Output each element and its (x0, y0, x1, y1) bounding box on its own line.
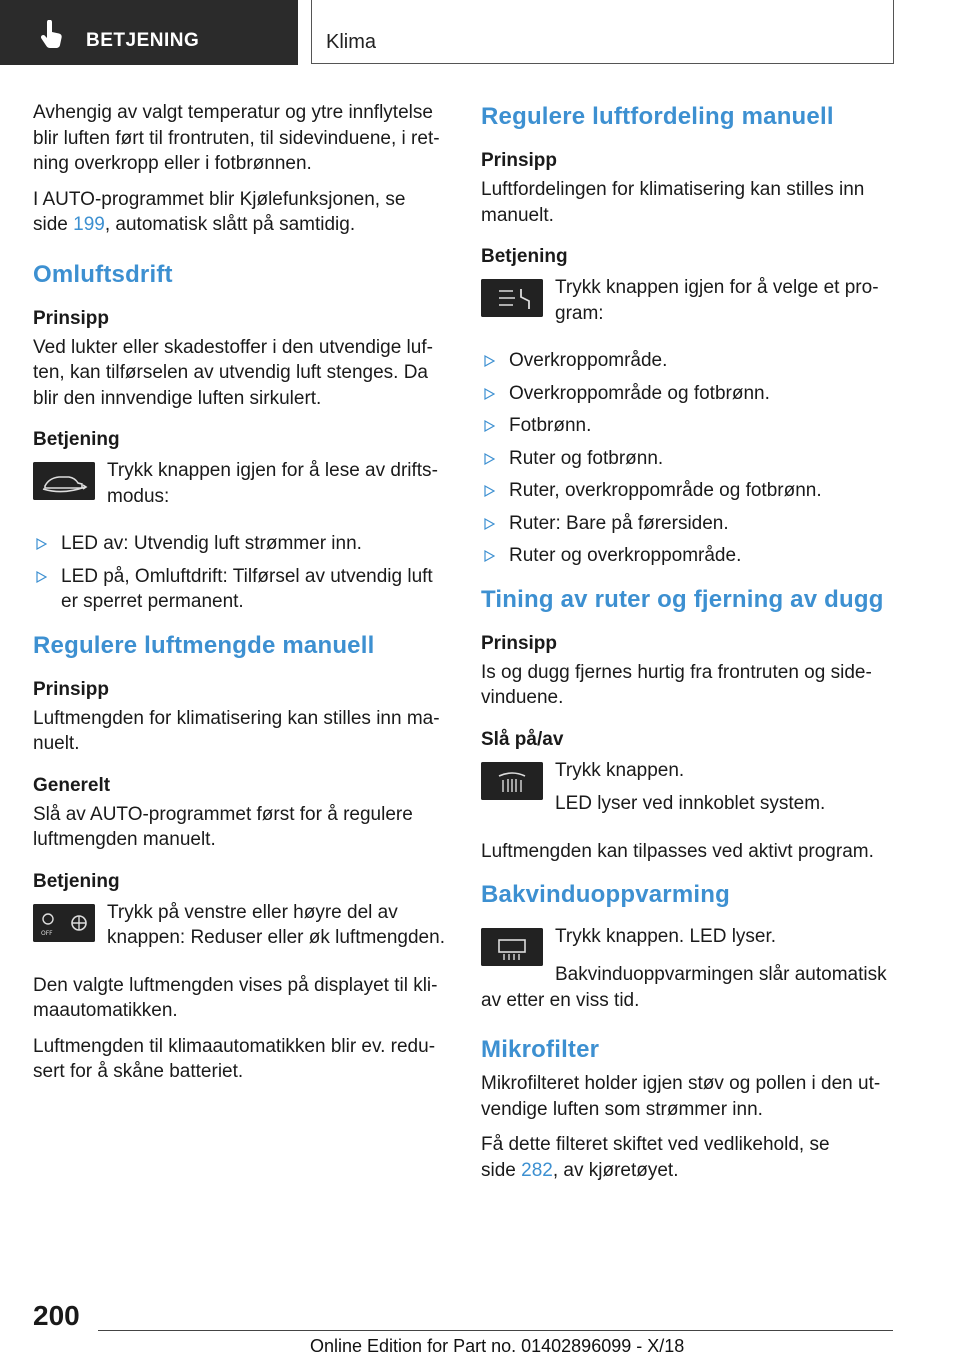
list-item-text: Ruter og overkroppområde. (509, 545, 742, 566)
page-link-199[interactable]: 199 (73, 214, 105, 235)
heading-mikrofilter: Mikrofilter (481, 1036, 600, 1063)
luftmengde-p2: Luftmengden til klimaautomatikken blir ev. redusert for å skåne batteriet. (33, 1035, 436, 1082)
subheading-betjening: Betjening (33, 870, 120, 892)
tining-b1: Trykk knappen. (555, 759, 685, 781)
intro-side: side (33, 214, 74, 235)
section-tab (0, 0, 298, 65)
luftmengde-generelt-text: Slå av AUTO-programmet først for å regulere luftmengden manuelt. (33, 803, 413, 850)
tining-prinsipp-text: Is og dugg fjernes hurtig fra frontruten og sidevinduene. (481, 661, 872, 708)
triangle-bullet-icon (35, 571, 47, 583)
subheading-prinsipp: Prinsipp (481, 632, 558, 654)
mikro-p1: Mikrofilteret holder igjen støv og pollen i den utvendige luften som strømmer inn. (481, 1073, 881, 1120)
intro-tail: , automatisk slått på samtidig. (104, 214, 356, 235)
list-item (481, 413, 901, 439)
list-item-text: LED av: Utvendig luft strømmer inn. (61, 533, 362, 554)
fordeling-button-row (481, 275, 901, 334)
section-label: BETJENING (86, 30, 200, 51)
list-item-text: Ruter og fotbrønn. (509, 447, 664, 469)
luftmengde-button-text: Trykk på venstre eller høyre del av knappen: Reduser eller øk luftmengden. (107, 901, 445, 948)
mikro-side: side (481, 1159, 522, 1181)
bakvindu-b2: Bakvinduoppvarmingen slår automatisk av etter en viss tid. (481, 964, 887, 1011)
list-item-text: Ruter, overkroppområde og fotbrønn. (509, 480, 822, 501)
edition-text: Online Edition for Part no. 01402896099 - X/18 (310, 1336, 685, 1356)
subheading-prinsipp: Prinsipp (33, 307, 110, 329)
bakvindu-button-row (481, 924, 901, 966)
list-item (481, 543, 901, 569)
subheading-slaa-paa-av: Slå på/av (481, 728, 564, 750)
omluft-list (33, 531, 453, 615)
list-item-text: Fotbrønn. (509, 415, 592, 436)
tining-b2: LED lyser ved innkoblet system. (555, 793, 826, 814)
fordeling-list (481, 348, 901, 569)
list-item (481, 511, 901, 537)
omluft-button-row (33, 458, 453, 517)
left-column (33, 100, 453, 1095)
hand-pointer-icon (38, 20, 66, 50)
chapter-title: Klima (326, 31, 377, 53)
luftmengde-prinsipp-text: Luftmengden for klimatisering kan stilles inn manuelt. (33, 707, 440, 754)
subheading-betjening: Betjening (481, 246, 568, 267)
intro-text: I AUTO-programmet blir Kjølefunksjonen, se (33, 188, 406, 210)
bakvindu-b1: Trykk knappen. LED lyser. (555, 926, 777, 947)
heading-tining: Tining av ruter og fjerning av dugg (481, 585, 884, 613)
list-item-text: Ruter: Bare på førersiden. (509, 512, 729, 534)
footer-divider (98, 1330, 893, 1331)
intro-paragraph: Avhengig av valgt temperatur og ytre innflytelse blir luften ført til frontruten, til sidevinduene, i retning overkropp eller i fotbrønnen. (33, 102, 440, 174)
triangle-bullet-icon (483, 550, 495, 562)
intro-paragraph-2 (33, 187, 453, 238)
mikro-tail: , av kjøretøyet. (552, 1159, 679, 1181)
luftmengde-p1: Den valgte luftmengden vises på displayet til klimaautomatikken. (33, 974, 438, 1021)
chapter-tab (311, 0, 894, 64)
page-link-282[interactable]: 282 (521, 1159, 553, 1181)
rear-window-heater-button-icon (481, 928, 543, 966)
list-item-text: Overkroppområde. (509, 350, 668, 371)
luftmengde-button-row (33, 900, 453, 959)
triangle-bullet-icon (483, 518, 495, 530)
fordeling-prinsipp-text: Luftfordelingen for klimatisering kan stilles inn manuelt. (481, 179, 865, 226)
triangle-bullet-icon (483, 355, 495, 367)
subheading-betjening: Betjening (33, 429, 120, 450)
list-item (481, 348, 901, 374)
svg-text:OFF: OFF (41, 929, 53, 937)
triangle-bullet-icon (35, 538, 47, 550)
tining-text: Luftmengden kan tilpasses ved aktivt program. (481, 840, 874, 862)
mikro-p2 (481, 1132, 901, 1183)
fordeling-button-text: Trykk knappen igjen for å velge et program: (555, 277, 879, 324)
heading-omluftsdrift: Omluftsdrift (33, 260, 173, 288)
list-item (481, 478, 901, 504)
triangle-bullet-icon (483, 420, 495, 432)
heading-luftfordeling: Regulere luftfordeling manuell (481, 103, 834, 130)
recirculation-button-icon (33, 462, 95, 500)
omluft-button-text: Trykk knappen igjen for å lese av driftsmodus: (107, 460, 438, 507)
subheading-prinsipp: Prinsipp (481, 150, 558, 171)
defrost-button-icon (481, 762, 543, 800)
triangle-bullet-icon (483, 485, 495, 497)
list-item-text: Overkroppområde og fotbrønn. (509, 382, 770, 404)
page-number: 200 (33, 1300, 80, 1331)
tining-button-row (481, 758, 901, 825)
heading-bakvindu: Bakvinduoppvarming (481, 881, 730, 908)
list-item-text: LED på, Omluftdrift: Tilførsel av utvendig luft er sperret permanent. (61, 565, 433, 612)
triangle-bullet-icon (483, 388, 495, 400)
list-item (33, 564, 453, 615)
triangle-bullet-icon (483, 453, 495, 465)
air-distribution-button-icon (481, 279, 543, 317)
list-item (481, 381, 901, 407)
heading-luftmengde: Regulere luftmengde manuell (33, 631, 375, 659)
list-item (33, 531, 453, 557)
fan-speed-button-icon (33, 904, 95, 942)
right-column (481, 100, 901, 1193)
subheading-prinsipp: Prinsipp (33, 678, 110, 700)
mikro-p2-text: Få dette filteret skiftet ved vedlikehold, se (481, 1134, 830, 1155)
omluft-prinsipp-text: Ved lukter eller skadestoffer i den utvendige luften, kan tilførselen av utvendig luft stenges. Da blir den innvendige luften sirkulert. (33, 336, 433, 409)
list-item (481, 446, 901, 472)
subheading-generelt: Generelt (33, 774, 111, 796)
